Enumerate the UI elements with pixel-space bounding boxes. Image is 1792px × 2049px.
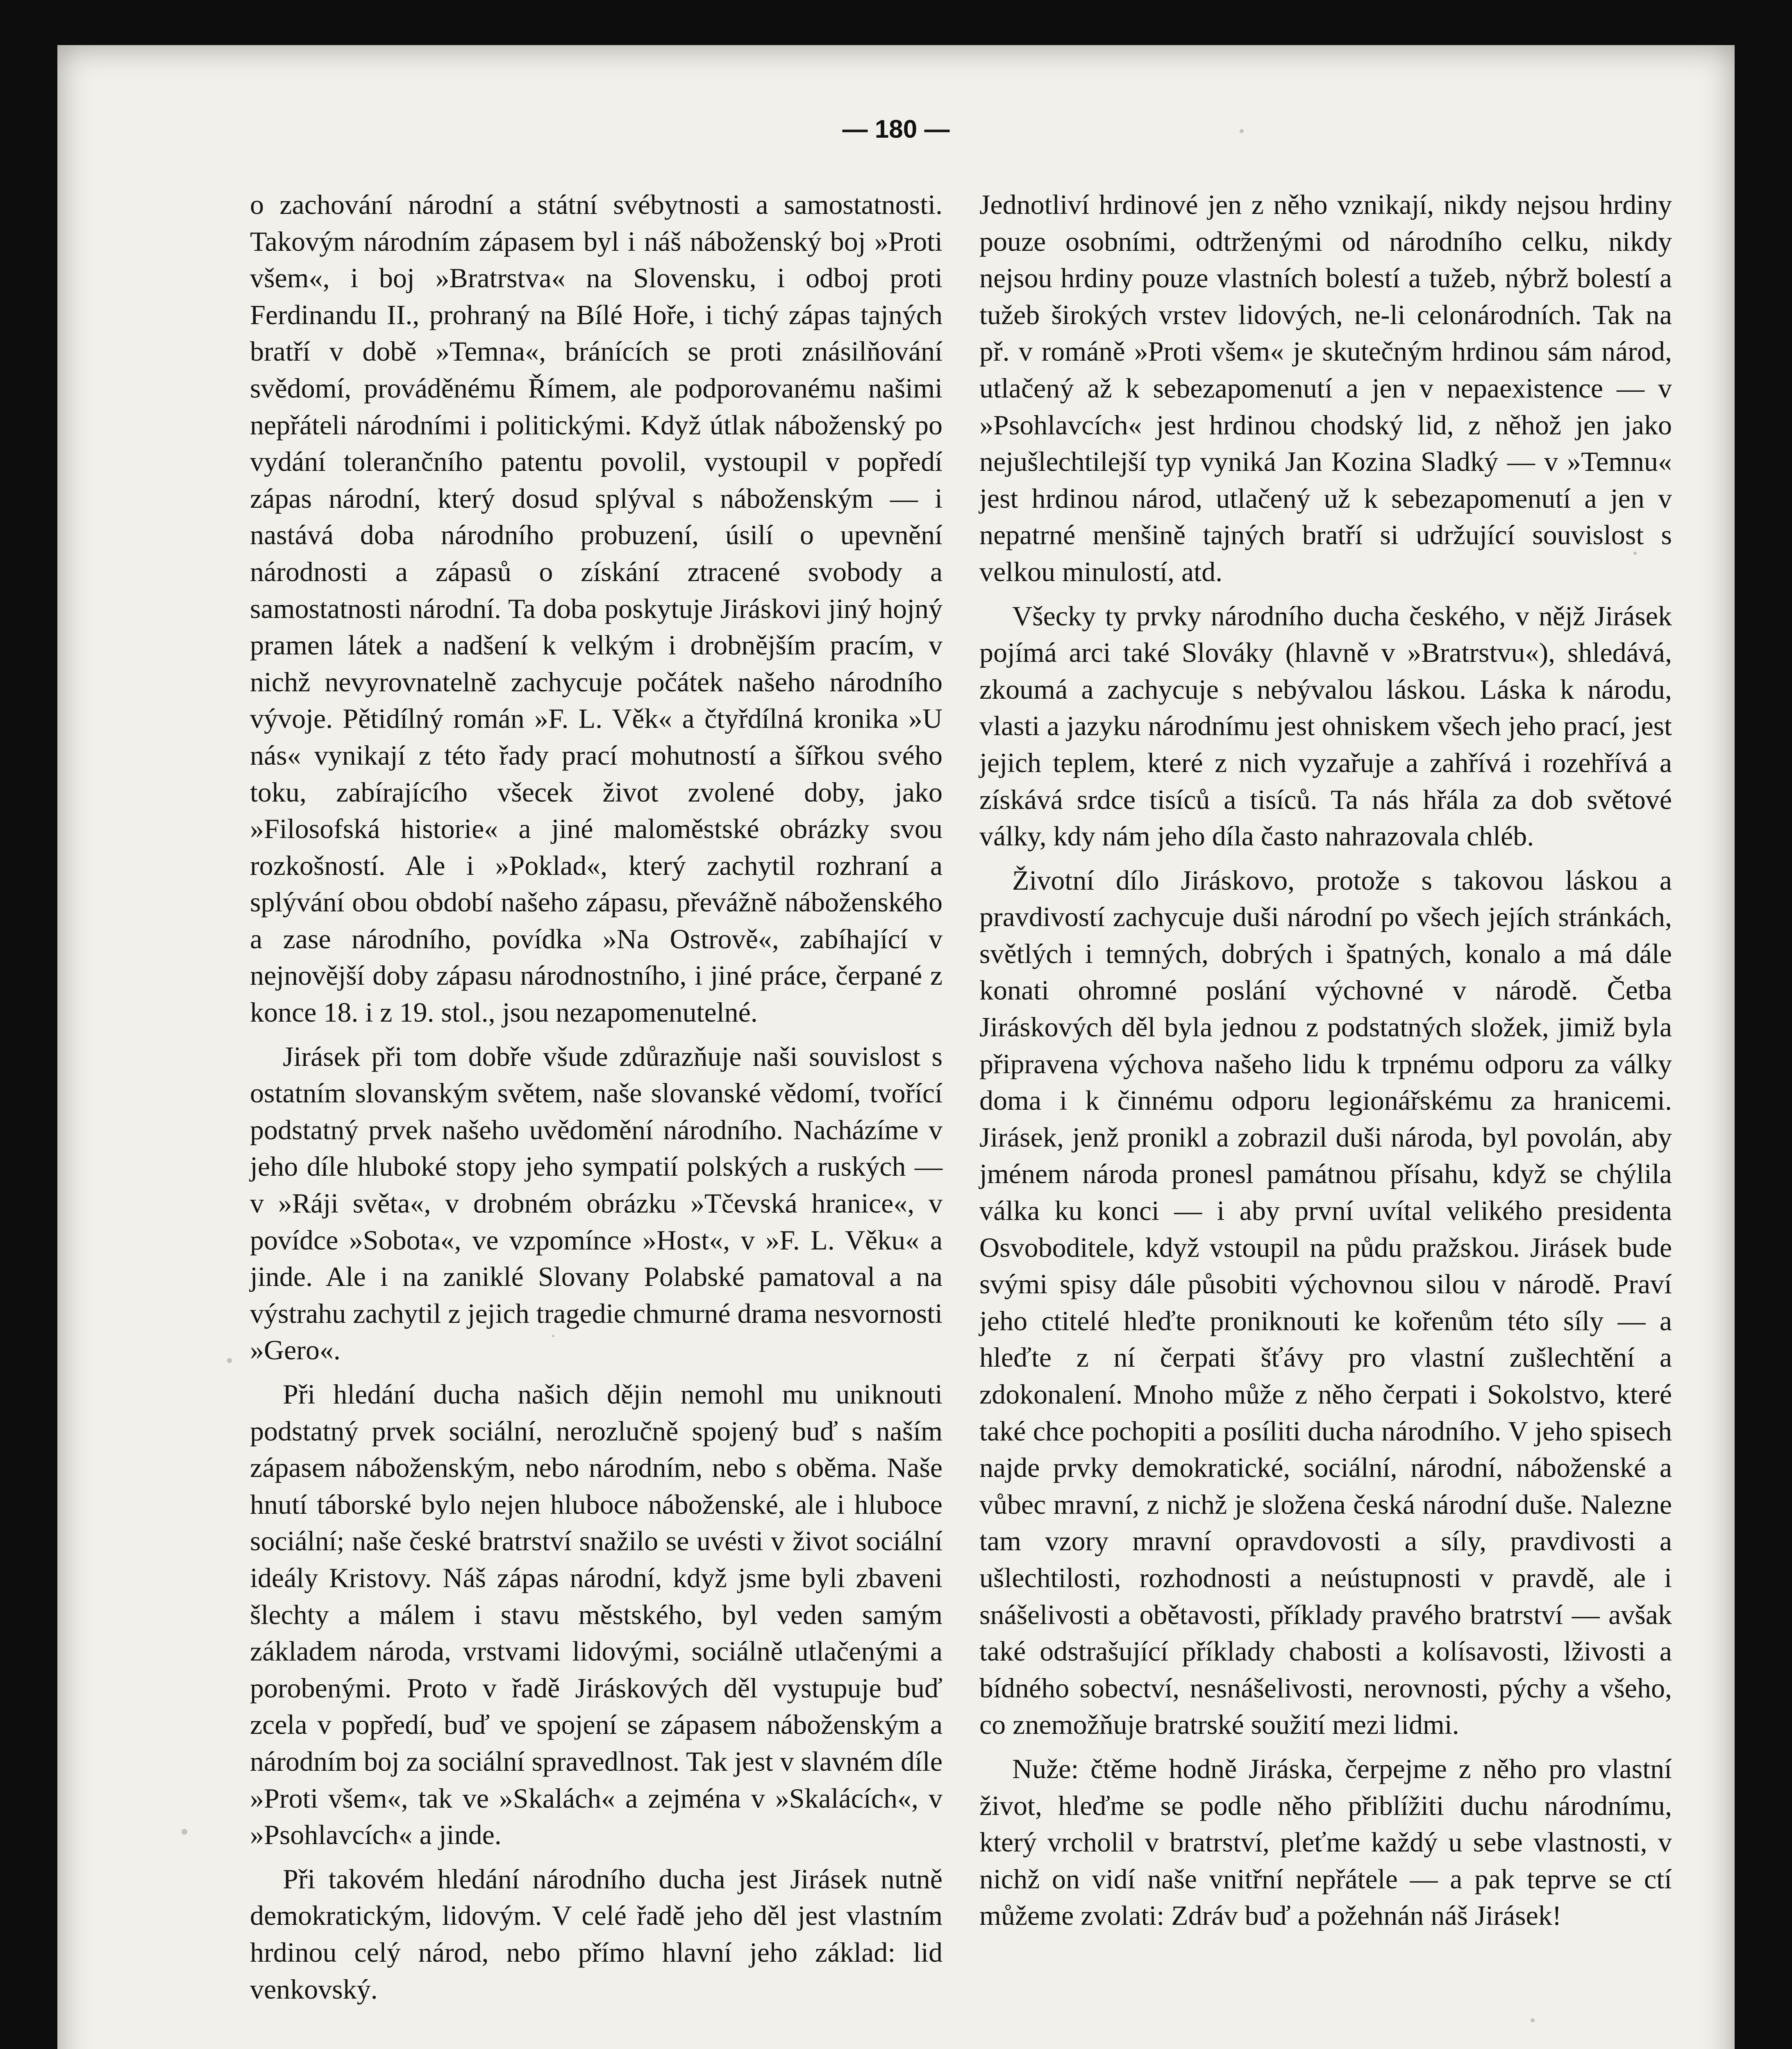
document-page: [57, 45, 1735, 2049]
paragraph: Všecky ty prvky národního ducha českého, v nějž Jirásek pojímá arci také Slováky (hlavně v »Bratrstvu«), shledává, zkoumá a zachycuje s nebývalou láskou. Láska k národu, vlasti a jazyku národnímu jest ohniskem všech jeho prací, jest jejich teplem, které z nich vyzařuje a zahřívá i rozehřívá a získává srdce tisíců a tisíců. Ta nás hřála za dob světové války, kdy nám jeho díla často nahrazovala chléb.: [979, 600, 1672, 852]
paragraph: Při hledání ducha našich dějin nemohl mu uniknouti podstatný prvek sociální, nerozlučně spojený buď s naším zápasem náboženským, nebo národním, nebo s oběma. Naše hnutí táborské bylo nejen hluboce náboženské, ale i hluboce sociální; naše české bratrství snažilo se uvésti v život sociální ideály Kristovy. Náš zápas národní, když jsme byli zbaveni šlechty a málem i stavu městského, byl veden samým základem národa, vrstvami lidovými, sociálně utlačenými a porobenými. Proto v řadě Jiráskových děl vystupuje buď zcela v popředí, buď ve spojení se zápasem náboženským a národním boj za sociální spravedlnost. Tak jest v slavném díle »Proti všem«, tak ve »Skalách« a zejména v »Skalácích«, v »Psohlavcích« a jinde.: [250, 1379, 943, 1851]
paragraph: Životní dílo Jiráskovo, protože s takovou láskou a pravdivostí zachycuje duši národní po všech jejích stránkách, světlých i temných, dobrých i špatných, konalo a má dále konati ohromné poslání výchovné v národě. Četba Jiráskových děl byla jednou z podstatných složek, jimiž byla připravena výchova našeho lidu k trpnému odporu za války doma i k činnému odporu legionářskému za hranicemi. Jirásek, jenž pronikl a zobrazil duši národa, byl povolán, aby jménem národa pronesl památnou přísahu, když se chýlila válka ku konci — i aby první uvítal velikého presidenta Osvoboditele, když vstoupil na půdu pražskou. Jirásek bude svými spisy dále působiti výchovnou silou v národě. Praví jeho ctitelé hleďte proniknouti ke kořenům této síly — a hleďte z ní čerpati šťávy pro vlastní zušlechtění a zdokonalení. Mnoho může z něho čerpati i Sokolstvo, které také chce pochopiti a posíliti ducha národního. V jeho spisech najde prvky demokratické, sociální, národní, náboženské a vůbec mravní, z nichž je složena česká národní duše. Nalezne tam vzory mravní opravdovosti a síly, pravdivosti a ušlechtilosti, rozhodnosti a neústupnosti v pravdě, ale i snášelivosti a obětavosti, příklady pravého bratrství — avšak také odstrašující příklady chabosti a kolísavosti, lživosti a bídného sobectví, nesnášelivosti, nerovnosti, pýchy a všeho, co znemožňuje bratrské soužití mezi lidmi.: [979, 864, 1672, 1740]
page-number: — 180 —: [842, 115, 950, 143]
paragraph: o zachování národní a státní svébytnosti a samostatnosti. Takovým národním zápasem byl i náš náboženský boj »Proti všem«, i boj »Bratrstva« na Slovensku, i odboj proti Ferdinandu II., prohraný na Bílé Hoře, i tichý zápas tajných bratří v době »Temna«, bránících se proti znásilňování svědomí, prováděnému Římem, ale podporovanému našimi nepřáteli národními i politickými. Když útlak náboženský po vydání tolerančního patentu povolil, vystoupil v popředí zápas národní, který dosud splýval s náboženským — i nastává doba národního probuzení, úsilí o upevnění národnosti a zápasů o získání ztracené svobody a samostatnosti národní. Ta doba poskytuje Jiráskovi jiný hojný pramen látek a nadšení k velkým i drobnějším pracím, v nichž nevyrovnatelně zachycuje počátek našeho národního vývoje. Pětidílný román »F. L. Věk« a čtyřdílná kronika »U nás« vynikají z této řady prací mohutností a šířkou svého toku, zabírajícího všecek život zvolené doby, jako »Filosofská historie« a jiné maloměstské obrázky svou rozkošností. Ale i »Poklad«, který zachytil rozhraní a splývání obou období našeho zápasu, převážně náboženského a zase národního, povídka »Na Ostrově«, zabíhající v nejnovější doby zápasu národnostního, i jiné práce, čerpané z konce 18. i z 19. stol., jsou nezapomenutelné.: [250, 189, 943, 1028]
paragraph: Jednotliví hrdinové jen z něho vznikají, nikdy nejsou hrdiny pouze osobními, odtrženými od národního celku, nikdy nejsou hrdiny pouze vlastních bolestí a tužeb, nýbrž bolestí a tužeb širokých vrstev lidových, ne-li celonárodních. Tak na př. v románě »Proti všem« je skutečným hrdinou sám národ, utlačený až k sebezapomenutí a jen v nepaexistence — v »Psohlavcích« jest hrdinou chodský lid, z něhož jen jako nejušlechtilejší typ vyniká Jan Kozina Sladký — v »Temnu« jest hrdinou národ, utlačený už k sebezapomenutí a jen v nepatrné menšině tajných bratří si udržující souvislost s velkou minulostí, atd.: [979, 189, 1672, 587]
closing-paragraph: Nuže: čtěme hodně Jiráska, čerpejme z něho pro vlastní život, hleďme se podle něho přiblížiti duchu národnímu, který vrcholil v bratrství, pleťme každý u sebe vlastnosti, v nichž on vidí naše vnitřní nepřátele — a pak teprve se ctí můžeme zvolati: Zdráv buď a požehnán náš Jirásek!: [979, 1753, 1672, 1931]
right-column: [979, 186, 1672, 2031]
paragraph: Jirásek při tom dobře všude zdůrazňuje naši souvislost s ostatním slovanským světem, naše slovanské vědomí, tvořící podstatný prvek našeho uvědomění národního. Nacházíme v jeho díle hluboké stopy jeho sympatií polských a ruských — v »Ráji světa«, v drobném obrázku »Tčevská hranice«, v povídce »Sobota«, ve vzpomínce »Host«, v »F. L. Věku« a jinde. Ale i na zaniklé Slovany Polabské pamatoval a na výstrahu zachytil z jejich tragedie chmurné drama nesvornosti »Gero«.: [250, 1040, 943, 1366]
left-column: [250, 186, 943, 2031]
paragraph: Při takovém hledání národního ducha jest Jirásek nutně demokratickým, lidovým. V celé řadě jeho děl jest vlastním hrdinou celý národ, nebo přímo hlavní jeho základ: lid venkovský.: [250, 1863, 943, 2005]
